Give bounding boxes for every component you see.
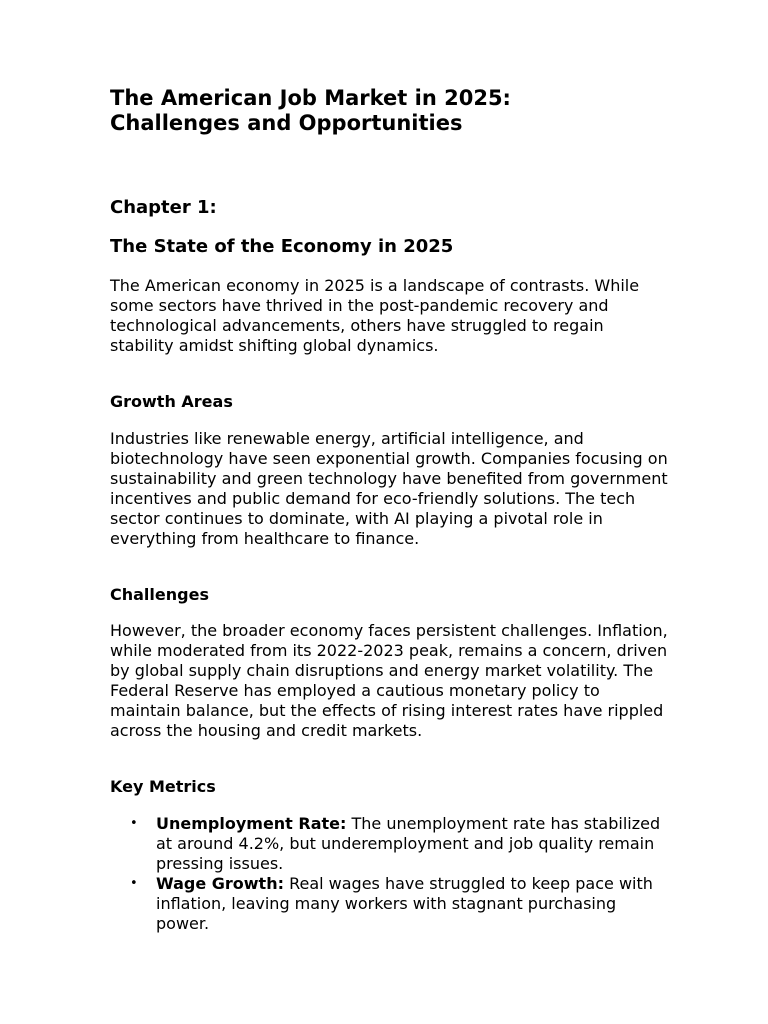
section-heading-challenges: Challenges [110, 585, 209, 604]
chapter-label: Chapter 1: [110, 197, 217, 218]
chapter-title: The State of the Economy in 2025 [110, 236, 454, 257]
bullet-icon: • [130, 816, 138, 831]
list-item [110, 814, 670, 874]
metric-term: Unemployment Rate: [156, 814, 347, 833]
document-title [110, 86, 670, 136]
growth-areas-paragraph: Industries like renewable energy, artificial intelligence, and biotechnology have seen exponential growth. Companies focusing on sustainability and green technology have benefited from government incentives and public demand for eco-friendly solutions. The tech sector continues to dominate, with AI playing a pivotal role in everything from healthcare to finance. [110, 429, 668, 548]
section-heading-growth-areas: Growth Areas [110, 392, 233, 411]
document-title-line-1: The American Job Market in 2025: [110, 86, 511, 110]
key-metrics-list [110, 814, 670, 934]
list-item [110, 874, 670, 934]
metric-text: Real wages have struggled to keep pace with inflation, leaving many workers with stagnant purchasing power. [156, 874, 653, 933]
metric-term: Wage Growth: [156, 874, 284, 893]
metric-text: The unemployment rate has stabilized at around 4.2%, but underemployment and job quality remain pressing issues. [156, 814, 661, 873]
bullet-icon: • [130, 876, 138, 891]
challenges-paragraph: However, the broader economy faces persistent challenges. Inflation, while moderated from its 2022-2023 peak, remains a concern, driven by global supply chain disruptions and energy market volatility. The Federal Reserve has employed a cautious monetary policy to maintain balance, but the effects of rising interest rates have rippled across the housing and credit markets. [110, 621, 668, 740]
section-heading-key-metrics: Key Metrics [110, 777, 216, 796]
document-page [110, 86, 670, 933]
document-title-line-2: Challenges and Opportunities [110, 111, 463, 135]
intro-paragraph: The American economy in 2025 is a landscape of contrasts. While some sectors have thrived in the post-pandemic recovery and technological advancements, others have struggled to regain stability amidst shifting global dynamics. [110, 276, 640, 355]
